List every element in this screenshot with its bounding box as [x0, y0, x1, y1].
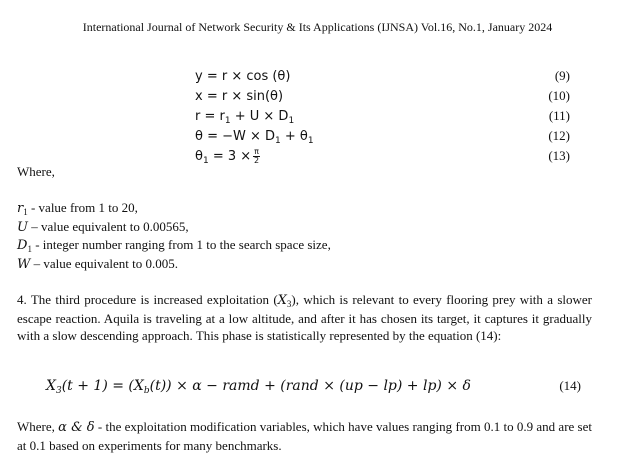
equation-12-expr: $\theta = -W \times D_1 + \theta_1$: [195, 129, 314, 146]
definition-u: U – value equivalent to 0.00565,: [17, 218, 189, 235]
definition-r1: $r_1$ - value from 1 to 20,: [17, 200, 138, 217]
equation-13: [195, 146, 570, 166]
equation-10: [195, 86, 570, 106]
definition-w: W – value equivalent to 0.005.: [17, 255, 179, 272]
equation-10-number: (10): [548, 88, 570, 103]
equation-13-number: (13): [548, 148, 570, 163]
journal-header: International Journal of Network Security & Its Applications (IJNSA) Vol.16, No.1, January 2024: [82, 20, 553, 34]
equation-14-number: (14): [559, 378, 581, 393]
equation-9: [195, 66, 570, 86]
equation-11-expr: $r = r_1 + U \times D_1$: [195, 109, 295, 126]
definitions-list: [17, 199, 331, 273]
equation-14-expr: $X_3(t + 1) = (X_b(t)) \times \alpha$ − ramd + (rand × (up − lp) + lp) × δ: [46, 378, 471, 396]
equation-13-expr: $\theta_1 = 3$ × $\frac{\pi}{2}$: [195, 147, 260, 166]
equation-14: [46, 375, 581, 397]
equation-block: [195, 66, 570, 166]
fraction-pi-over-2: $\frac{\pi}{2}$: [254, 147, 260, 165]
equation-9-expr: y = r × cos (θ): [195, 69, 291, 84]
where-label: Where,: [17, 164, 55, 179]
equation-10-expr: x = r × sin(θ): [195, 89, 284, 104]
equation-11: [195, 106, 570, 126]
definition-d1: $D_1$ - integer number ranging from 1 to the search space size,: [17, 237, 331, 254]
equation-9-number: (9): [554, 68, 570, 83]
equation-11-number: (11): [548, 108, 570, 123]
equation-12: [195, 126, 570, 146]
paragraph-4: 4. The third procedure is increased exploitation $(X_3)$, which is relevant to every flooring prey with a slower escape reaction. Aquila is traveling at a low altitude, and after it has chosen its target, it captures it gradually with a slow descending approach. This phase is statistically represented by the equation (14):: [17, 292, 592, 343]
paragraph-where-alpha-delta: Where, α & δ - the exploitation modification variables, which have values ranging from 0.1 to 0.9 and are set at 0.1 based on experiments for many benchmarks.: [17, 419, 592, 453]
equation-12-number: (12): [548, 128, 570, 143]
